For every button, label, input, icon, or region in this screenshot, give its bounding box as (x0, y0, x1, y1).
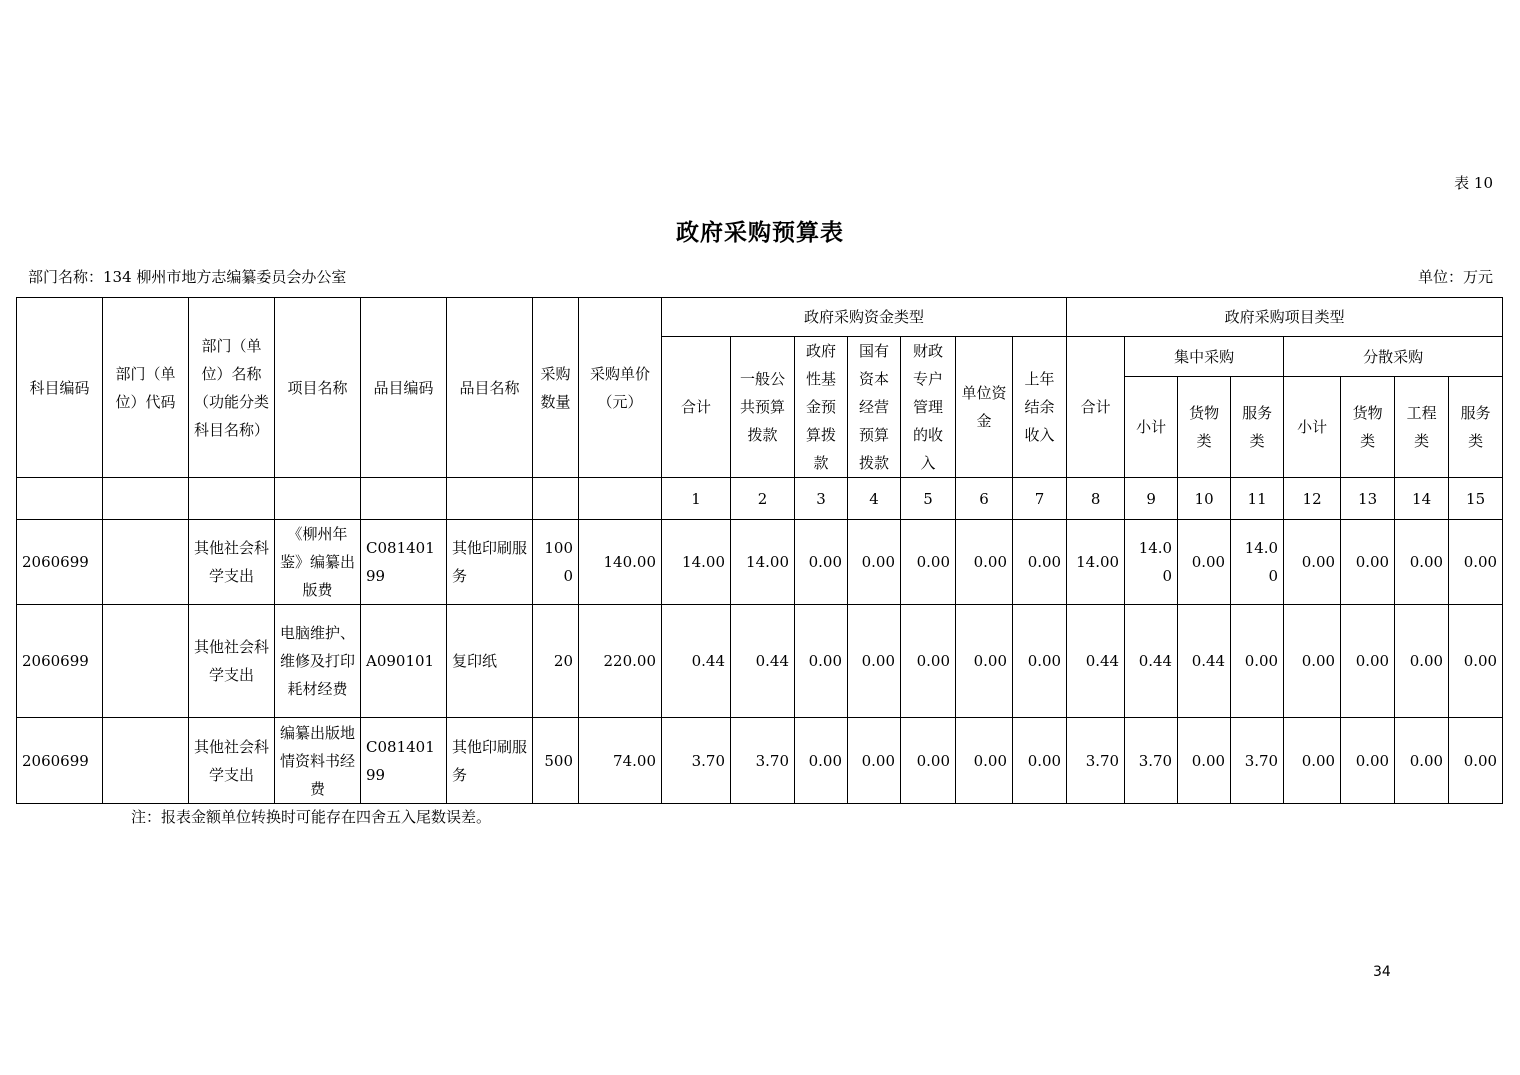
cell-dept-code (103, 718, 189, 804)
cell-value: 0.00 (1284, 520, 1341, 605)
column-number: 2 (731, 478, 795, 520)
cell-value: 3.70 (662, 718, 731, 804)
header-gov-fund: 政府性基金预算拨款 (795, 337, 848, 478)
column-number: 1 (662, 478, 731, 520)
cell-value: 0.00 (848, 718, 901, 804)
header-centralized-goods: 货物类 (1178, 377, 1231, 478)
cell-item-code: A090101 (361, 605, 447, 718)
header-dispersed-goods: 货物类 (1341, 377, 1395, 478)
cell-unit-price: 220.00 (579, 605, 662, 718)
column-number: 10 (1178, 478, 1231, 520)
column-number: 7 (1013, 478, 1067, 520)
column-number: 11 (1231, 478, 1284, 520)
header-fund-total: 合计 (662, 337, 731, 478)
cell-value: 14.00 (1231, 520, 1284, 605)
header-project-type-group: 政府采购项目类型 (1067, 298, 1503, 337)
header-dispersed-subtotal: 小计 (1284, 377, 1341, 478)
cell-value: 0.00 (1395, 718, 1449, 804)
cell-value: 0.00 (848, 520, 901, 605)
cell-dept-name: 其他社会科学支出 (189, 718, 275, 804)
cell-value: 0.44 (1125, 605, 1178, 718)
cell-value: 0.00 (1449, 520, 1503, 605)
cell-item-name: 其他印刷服务 (447, 718, 533, 804)
header-dispersed-service: 服务类 (1449, 377, 1503, 478)
cell-value: 0.00 (956, 718, 1013, 804)
cell-value: 14.00 (731, 520, 795, 605)
header-dispersed-works: 工程类 (1395, 377, 1449, 478)
column-number: 4 (848, 478, 901, 520)
column-number: 9 (1125, 478, 1178, 520)
header-project-name: 项目名称 (275, 298, 361, 478)
column-number: 14 (1395, 478, 1449, 520)
cell-value: 0.00 (848, 605, 901, 718)
cell-quantity: 20 (533, 605, 579, 718)
cell-value: 0.00 (795, 718, 848, 804)
cell-value: 14.00 (662, 520, 731, 605)
column-number: 13 (1341, 478, 1395, 520)
column-number: 15 (1449, 478, 1503, 520)
cell-unit-price: 140.00 (579, 520, 662, 605)
cell-value: 0.00 (795, 605, 848, 718)
cell-subject-code: 2060699 (17, 605, 103, 718)
cell-item-name: 复印纸 (447, 605, 533, 718)
cell-value: 0.00 (901, 718, 956, 804)
cell-value: 0.00 (1449, 605, 1503, 718)
header-general-public: 一般公共预算拨款 (731, 337, 795, 478)
cell-value: 0.00 (956, 520, 1013, 605)
cell-quantity: 1000 (533, 520, 579, 605)
table-row (17, 718, 1503, 804)
cell-project-name: 《柳州年鉴》编纂出版费 (275, 520, 361, 605)
header-centralized-service: 服务类 (1231, 377, 1284, 478)
cell-value: 0.00 (901, 520, 956, 605)
cell-value: 0.00 (1449, 718, 1503, 804)
cell-item-name: 其他印刷服务 (447, 520, 533, 605)
header-centralized: 集中采购 (1125, 337, 1284, 377)
table-row (17, 520, 1503, 605)
cell-value: 3.70 (1067, 718, 1125, 804)
cell-value: 0.00 (1341, 718, 1395, 804)
cell-item-code: C08140199 (361, 718, 447, 804)
cell-value: 0.00 (1395, 520, 1449, 605)
column-number: 5 (901, 478, 956, 520)
cell-dept-name: 其他社会科学支出 (189, 520, 275, 605)
header-prior-balance: 上年结余收入 (1013, 337, 1067, 478)
header-item-name: 品目名称 (447, 298, 533, 478)
header-dept-code: 部门（单位）代码 (103, 298, 189, 478)
cell-value: 0.00 (1013, 520, 1067, 605)
cell-value: 0.44 (1178, 605, 1231, 718)
cell-dept-name: 其他社会科学支出 (189, 605, 275, 718)
cell-value: 0.00 (795, 520, 848, 605)
header-fund-type-group: 政府采购资金类型 (662, 298, 1067, 337)
cell-subject-code: 2060699 (17, 520, 103, 605)
cell-value: 14.00 (1067, 520, 1125, 605)
header-item-code: 品目编码 (361, 298, 447, 478)
cell-value: 3.70 (731, 718, 795, 804)
cell-value: 0.00 (1341, 520, 1395, 605)
cell-value: 0.44 (731, 605, 795, 718)
header-state-capital: 国有资本经营预算拨款 (848, 337, 901, 478)
cell-value: 0.00 (1178, 718, 1231, 804)
procurement-budget-table (16, 297, 1503, 804)
header-unit-price: 采购单价（元） (579, 298, 662, 478)
cell-value: 0.00 (1284, 605, 1341, 718)
header-unit-fund: 单位资金 (956, 337, 1013, 478)
cell-value: 3.70 (1125, 718, 1178, 804)
cell-subject-code: 2060699 (17, 718, 103, 804)
header-centralized-subtotal: 小计 (1125, 377, 1178, 478)
cell-value: 0.00 (1284, 718, 1341, 804)
cell-value: 0.00 (956, 605, 1013, 718)
column-number: 3 (795, 478, 848, 520)
header-dept-name: 部门（单位）名称（功能分类科目名称） (189, 298, 275, 478)
cell-unit-price: 74.00 (579, 718, 662, 804)
column-number: 6 (956, 478, 1013, 520)
cell-value: 0.00 (1013, 605, 1067, 718)
cell-quantity: 500 (533, 718, 579, 804)
cell-dept-code (103, 520, 189, 605)
header-fiscal-special: 财政专户管理的收入 (901, 337, 956, 478)
header-quantity: 采购数量 (533, 298, 579, 478)
footnote: 注：报表金额单位转换时可能存在四舍五入尾数误差。 (131, 808, 492, 826)
table-row (17, 605, 1503, 718)
column-number: 8 (1067, 478, 1125, 520)
cell-value: 14.00 (1125, 520, 1178, 605)
cell-item-code: C08140199 (361, 520, 447, 605)
cell-value: 0.00 (1178, 520, 1231, 605)
cell-value: 0.44 (662, 605, 731, 718)
cell-value: 0.00 (901, 605, 956, 718)
cell-value: 0.00 (1395, 605, 1449, 718)
header-dispersed: 分散采购 (1284, 337, 1503, 377)
cell-value: 0.00 (1231, 605, 1284, 718)
cell-value: 0.00 (1013, 718, 1067, 804)
table-number: 表 10 (1454, 174, 1493, 192)
cell-dept-code (103, 605, 189, 718)
unit-label: 单位：万元 (1417, 268, 1493, 286)
cell-value: 0.44 (1067, 605, 1125, 718)
page-title: 政府采购预算表 (676, 219, 844, 246)
header-subject-code: 科目编码 (17, 298, 103, 478)
cell-project-name: 电脑维护、维修及打印耗材经费 (275, 605, 361, 718)
header-project-total: 合计 (1067, 337, 1125, 478)
cell-value: 3.70 (1231, 718, 1284, 804)
cell-value: 0.00 (1341, 605, 1395, 718)
column-number: 12 (1284, 478, 1341, 520)
page-number: 34 (1373, 964, 1391, 980)
cell-project-name: 编纂出版地情资料书经费 (275, 718, 361, 804)
department-name: 部门名称：134 柳州市地方志编纂委员会办公室 (28, 268, 347, 286)
